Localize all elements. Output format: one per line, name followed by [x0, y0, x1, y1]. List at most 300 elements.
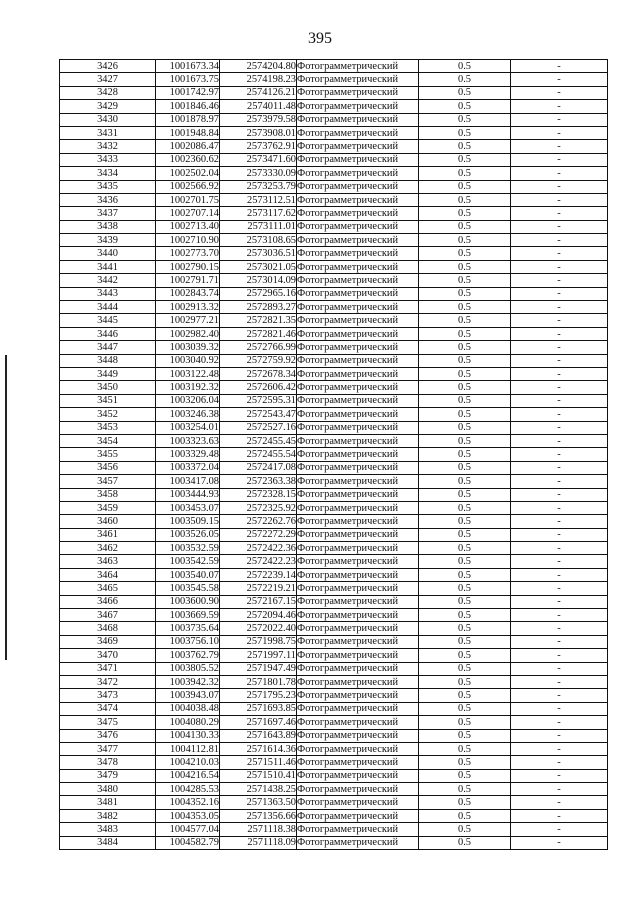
point-number-cell: 3467	[60, 609, 156, 622]
accuracy-cell: 0.5	[419, 180, 511, 193]
method-cell: Фотограмметрический	[297, 341, 419, 354]
method-cell: Фотограмметрический	[297, 716, 419, 729]
accuracy-cell: 0.5	[419, 314, 511, 327]
page-number: 395	[308, 30, 332, 47]
accuracy-cell: 0.5	[419, 461, 511, 474]
description-cell: -	[511, 595, 608, 608]
accuracy-cell: 0.5	[419, 662, 511, 675]
method-cell: Фотограмметрический	[297, 113, 419, 126]
method-cell: Фотограмметрический	[297, 153, 419, 166]
method-cell: Фотограмметрический	[297, 73, 419, 86]
description-cell: -	[511, 140, 608, 153]
y-coordinate-cell: 2573112.51	[220, 193, 297, 206]
x-coordinate-cell: 1003532.59	[156, 542, 220, 555]
method-cell: Фотограмметрический	[297, 381, 419, 394]
accuracy-cell: 0.5	[419, 649, 511, 662]
x-coordinate-cell: 1002713.40	[156, 220, 220, 233]
method-cell: Фотограмметрический	[297, 193, 419, 206]
point-number-cell: 3484	[60, 836, 156, 849]
method-cell: Фотограмметрический	[297, 140, 419, 153]
description-cell: -	[511, 434, 608, 447]
description-cell: -	[511, 528, 608, 541]
x-coordinate-cell: 1004112.81	[156, 742, 220, 755]
y-coordinate-cell: 2574204.80	[220, 60, 297, 73]
table-row	[60, 381, 608, 394]
method-cell: Фотограмметрический	[297, 501, 419, 514]
accuracy-cell: 0.5	[419, 247, 511, 260]
table-row	[60, 448, 608, 461]
table-row	[60, 167, 608, 180]
method-cell: Фотограмметрический	[297, 421, 419, 434]
description-cell: -	[511, 287, 608, 300]
description-cell: -	[511, 756, 608, 769]
x-coordinate-cell: 1001673.34	[156, 60, 220, 73]
y-coordinate-cell: 2573979.58	[220, 113, 297, 126]
accuracy-cell: 0.5	[419, 60, 511, 73]
y-coordinate-cell: 2572094.46	[220, 609, 297, 622]
x-coordinate-cell: 1002913.32	[156, 301, 220, 314]
table-row	[60, 515, 608, 528]
x-coordinate-cell: 1003545.58	[156, 582, 220, 595]
accuracy-cell: 0.5	[419, 207, 511, 220]
x-coordinate-cell: 1002086.47	[156, 140, 220, 153]
point-number-cell: 3434	[60, 167, 156, 180]
description-cell: -	[511, 153, 608, 166]
y-coordinate-cell: 2574011.48	[220, 100, 297, 113]
table-row	[60, 434, 608, 447]
description-cell: -	[511, 113, 608, 126]
accuracy-cell: 0.5	[419, 716, 511, 729]
x-coordinate-cell: 1003669.59	[156, 609, 220, 622]
table-row	[60, 408, 608, 421]
table-row	[60, 595, 608, 608]
table-row	[60, 501, 608, 514]
point-number-cell: 3469	[60, 635, 156, 648]
x-coordinate-cell: 1002791.71	[156, 274, 220, 287]
x-coordinate-cell: 1003192.32	[156, 381, 220, 394]
table-row	[60, 220, 608, 233]
y-coordinate-cell: 2571795.23	[220, 689, 297, 702]
point-number-cell: 3457	[60, 475, 156, 488]
method-cell: Фотограмметрический	[297, 260, 419, 273]
point-number-cell: 3475	[60, 716, 156, 729]
method-cell: Фотограмметрический	[297, 274, 419, 287]
y-coordinate-cell: 2571643.89	[220, 729, 297, 742]
coordinates-table	[59, 59, 608, 850]
method-cell: Фотограмметрический	[297, 314, 419, 327]
x-coordinate-cell: 1003805.52	[156, 662, 220, 675]
accuracy-cell: 0.5	[419, 836, 511, 849]
x-coordinate-cell: 1004080.29	[156, 716, 220, 729]
table-row	[60, 113, 608, 126]
point-number-cell: 3466	[60, 595, 156, 608]
method-cell: Фотограмметрический	[297, 796, 419, 809]
method-cell: Фотограмметрический	[297, 354, 419, 367]
accuracy-cell: 0.5	[419, 769, 511, 782]
method-cell: Фотограмметрический	[297, 582, 419, 595]
table-row	[60, 836, 608, 849]
method-cell: Фотограмметрический	[297, 689, 419, 702]
point-number-cell: 3439	[60, 234, 156, 247]
description-cell: -	[511, 408, 608, 421]
x-coordinate-cell: 1004352.16	[156, 796, 220, 809]
x-coordinate-cell: 1003509.15	[156, 515, 220, 528]
description-cell: -	[511, 86, 608, 99]
y-coordinate-cell: 2573908.01	[220, 126, 297, 139]
x-coordinate-cell: 1003943.07	[156, 689, 220, 702]
method-cell: Фотограмметрический	[297, 609, 419, 622]
description-cell: -	[511, 555, 608, 568]
x-coordinate-cell: 1003453.07	[156, 501, 220, 514]
accuracy-cell: 0.5	[419, 622, 511, 635]
y-coordinate-cell: 2572272.29	[220, 528, 297, 541]
point-number-cell: 3430	[60, 113, 156, 126]
y-coordinate-cell: 2572821.35	[220, 314, 297, 327]
table-row	[60, 609, 608, 622]
y-coordinate-cell: 2574126.21	[220, 86, 297, 99]
description-cell: -	[511, 394, 608, 407]
x-coordinate-cell: 1002360.62	[156, 153, 220, 166]
accuracy-cell: 0.5	[419, 354, 511, 367]
table-row	[60, 314, 608, 327]
table-row	[60, 153, 608, 166]
method-cell: Фотограмметрический	[297, 126, 419, 139]
point-number-cell: 3458	[60, 488, 156, 501]
method-cell: Фотограмметрический	[297, 622, 419, 635]
x-coordinate-cell: 1003206.04	[156, 394, 220, 407]
table-row	[60, 193, 608, 206]
accuracy-cell: 0.5	[419, 542, 511, 555]
description-cell: -	[511, 193, 608, 206]
table-row	[60, 542, 608, 555]
x-coordinate-cell: 1003122.48	[156, 367, 220, 380]
accuracy-cell: 0.5	[419, 809, 511, 822]
point-number-cell: 3435	[60, 180, 156, 193]
accuracy-cell: 0.5	[419, 488, 511, 501]
accuracy-cell: 0.5	[419, 434, 511, 447]
table-row	[60, 287, 608, 300]
table-row	[60, 341, 608, 354]
point-number-cell: 3463	[60, 555, 156, 568]
table-row	[60, 783, 608, 796]
accuracy-cell: 0.5	[419, 408, 511, 421]
accuracy-cell: 0.5	[419, 367, 511, 380]
accuracy-cell: 0.5	[419, 287, 511, 300]
method-cell: Фотограмметрический	[297, 301, 419, 314]
description-cell: -	[511, 649, 608, 662]
table-row	[60, 716, 608, 729]
y-coordinate-cell: 2572455.54	[220, 448, 297, 461]
x-coordinate-cell: 1001878.97	[156, 113, 220, 126]
x-coordinate-cell: 1002566.92	[156, 180, 220, 193]
point-number-cell: 3481	[60, 796, 156, 809]
accuracy-cell: 0.5	[419, 260, 511, 273]
accuracy-cell: 0.5	[419, 555, 511, 568]
point-number-cell: 3440	[60, 247, 156, 260]
method-cell: Фотограмметрический	[297, 220, 419, 233]
y-coordinate-cell: 2572417.08	[220, 461, 297, 474]
y-coordinate-cell: 2572759.92	[220, 354, 297, 367]
accuracy-cell: 0.5	[419, 126, 511, 139]
description-cell: -	[511, 836, 608, 849]
description-cell: -	[511, 662, 608, 675]
accuracy-cell: 0.5	[419, 689, 511, 702]
description-cell: -	[511, 609, 608, 622]
table-row	[60, 488, 608, 501]
y-coordinate-cell: 2573117.62	[220, 207, 297, 220]
y-coordinate-cell: 2571438.25	[220, 783, 297, 796]
y-coordinate-cell: 2573014.09	[220, 274, 297, 287]
method-cell: Фотограмметрический	[297, 568, 419, 581]
method-cell: Фотограмметрический	[297, 167, 419, 180]
x-coordinate-cell: 1004285.53	[156, 783, 220, 796]
point-number-cell: 3477	[60, 742, 156, 755]
x-coordinate-cell: 1003372.04	[156, 461, 220, 474]
accuracy-cell: 0.5	[419, 742, 511, 755]
point-number-cell: 3442	[60, 274, 156, 287]
table-row	[60, 394, 608, 407]
description-cell: -	[511, 167, 608, 180]
description-cell: -	[511, 823, 608, 836]
point-number-cell: 3464	[60, 568, 156, 581]
method-cell: Фотограмметрический	[297, 675, 419, 688]
description-cell: -	[511, 60, 608, 73]
accuracy-cell: 0.5	[419, 568, 511, 581]
description-cell: -	[511, 515, 608, 528]
y-coordinate-cell: 2573762.91	[220, 140, 297, 153]
x-coordinate-cell: 1003942.32	[156, 675, 220, 688]
x-coordinate-cell: 1004210.03	[156, 756, 220, 769]
accuracy-cell: 0.5	[419, 515, 511, 528]
table-row	[60, 809, 608, 822]
point-number-cell: 3432	[60, 140, 156, 153]
accuracy-cell: 0.5	[419, 783, 511, 796]
description-cell: -	[511, 367, 608, 380]
method-cell: Фотограмметрический	[297, 662, 419, 675]
description-cell: -	[511, 126, 608, 139]
point-number-cell: 3455	[60, 448, 156, 461]
method-cell: Фотограмметрический	[297, 649, 419, 662]
description-cell: -	[511, 234, 608, 247]
table-row	[60, 274, 608, 287]
y-coordinate-cell: 2573330.09	[220, 167, 297, 180]
y-coordinate-cell: 2572606.42	[220, 381, 297, 394]
accuracy-cell: 0.5	[419, 528, 511, 541]
method-cell: Фотограмметрический	[297, 60, 419, 73]
x-coordinate-cell: 1003756.10	[156, 635, 220, 648]
table-row	[60, 568, 608, 581]
x-coordinate-cell: 1002502.04	[156, 167, 220, 180]
method-cell: Фотограмметрический	[297, 247, 419, 260]
point-number-cell: 3428	[60, 86, 156, 99]
accuracy-cell: 0.5	[419, 301, 511, 314]
accuracy-cell: 0.5	[419, 274, 511, 287]
point-number-cell: 3468	[60, 622, 156, 635]
x-coordinate-cell: 1003600.90	[156, 595, 220, 608]
y-coordinate-cell: 2571693.85	[220, 702, 297, 715]
description-cell: -	[511, 702, 608, 715]
method-cell: Фотограмметрический	[297, 327, 419, 340]
y-coordinate-cell: 2572325.92	[220, 501, 297, 514]
x-coordinate-cell: 1002982.40	[156, 327, 220, 340]
point-number-cell: 3479	[60, 769, 156, 782]
table-row	[60, 140, 608, 153]
table-row	[60, 234, 608, 247]
method-cell: Фотограмметрический	[297, 448, 419, 461]
table-row	[60, 528, 608, 541]
table-row	[60, 260, 608, 273]
method-cell: Фотограмметрический	[297, 434, 419, 447]
y-coordinate-cell: 2571363.50	[220, 796, 297, 809]
point-number-cell: 3444	[60, 301, 156, 314]
accuracy-cell: 0.5	[419, 153, 511, 166]
point-number-cell: 3446	[60, 327, 156, 340]
point-number-cell: 3431	[60, 126, 156, 139]
x-coordinate-cell: 1003417.08	[156, 475, 220, 488]
x-coordinate-cell: 1001673.75	[156, 73, 220, 86]
point-number-cell: 3462	[60, 542, 156, 555]
accuracy-cell: 0.5	[419, 609, 511, 622]
accuracy-cell: 0.5	[419, 796, 511, 809]
description-cell: -	[511, 180, 608, 193]
table-row	[60, 675, 608, 688]
x-coordinate-cell: 1001742.97	[156, 86, 220, 99]
table-row	[60, 742, 608, 755]
accuracy-cell: 0.5	[419, 582, 511, 595]
method-cell: Фотограмметрический	[297, 756, 419, 769]
description-cell: -	[511, 314, 608, 327]
point-number-cell: 3437	[60, 207, 156, 220]
point-number-cell: 3448	[60, 354, 156, 367]
method-cell: Фотограмметрический	[297, 555, 419, 568]
method-cell: Фотограмметрический	[297, 809, 419, 822]
method-cell: Фотограмметрический	[297, 475, 419, 488]
x-coordinate-cell: 1002843.74	[156, 287, 220, 300]
table-row	[60, 796, 608, 809]
point-number-cell: 3453	[60, 421, 156, 434]
description-cell: -	[511, 327, 608, 340]
table-row	[60, 327, 608, 340]
table-row	[60, 555, 608, 568]
x-coordinate-cell: 1001948.84	[156, 126, 220, 139]
y-coordinate-cell: 2572219.21	[220, 582, 297, 595]
y-coordinate-cell: 2573111.01	[220, 220, 297, 233]
accuracy-cell: 0.5	[419, 140, 511, 153]
table-row	[60, 367, 608, 380]
point-number-cell: 3470	[60, 649, 156, 662]
x-coordinate-cell: 1002790.15	[156, 260, 220, 273]
method-cell: Фотограмметрический	[297, 769, 419, 782]
point-number-cell: 3483	[60, 823, 156, 836]
y-coordinate-cell: 2572527.16	[220, 421, 297, 434]
y-coordinate-cell: 2572422.36	[220, 542, 297, 555]
description-cell: -	[511, 729, 608, 742]
accuracy-cell: 0.5	[419, 394, 511, 407]
accuracy-cell: 0.5	[419, 113, 511, 126]
method-cell: Фотограмметрический	[297, 100, 419, 113]
accuracy-cell: 0.5	[419, 729, 511, 742]
y-coordinate-cell: 2572022.40	[220, 622, 297, 635]
description-cell: -	[511, 622, 608, 635]
x-coordinate-cell: 1003039.32	[156, 341, 220, 354]
point-number-cell: 3445	[60, 314, 156, 327]
method-cell: Фотограмметрический	[297, 836, 419, 849]
accuracy-cell: 0.5	[419, 100, 511, 113]
description-cell: -	[511, 783, 608, 796]
x-coordinate-cell: 1003542.59	[156, 555, 220, 568]
description-cell: -	[511, 809, 608, 822]
x-coordinate-cell: 1003323.63	[156, 434, 220, 447]
y-coordinate-cell: 2571118.09	[220, 836, 297, 849]
x-coordinate-cell: 1003254.01	[156, 421, 220, 434]
y-coordinate-cell: 2571947.49	[220, 662, 297, 675]
accuracy-cell: 0.5	[419, 73, 511, 86]
table-row	[60, 635, 608, 648]
description-cell: -	[511, 635, 608, 648]
point-number-cell: 3452	[60, 408, 156, 421]
accuracy-cell: 0.5	[419, 220, 511, 233]
point-number-cell: 3441	[60, 260, 156, 273]
y-coordinate-cell: 2571356.66	[220, 809, 297, 822]
description-cell: -	[511, 421, 608, 434]
accuracy-cell: 0.5	[419, 702, 511, 715]
description-cell: -	[511, 207, 608, 220]
x-coordinate-cell: 1001846.46	[156, 100, 220, 113]
y-coordinate-cell: 2571997.11	[220, 649, 297, 662]
table-row	[60, 207, 608, 220]
accuracy-cell: 0.5	[419, 341, 511, 354]
method-cell: Фотограмметрический	[297, 542, 419, 555]
point-number-cell: 3471	[60, 662, 156, 675]
point-number-cell: 3473	[60, 689, 156, 702]
y-coordinate-cell: 2572239.14	[220, 568, 297, 581]
table-row	[60, 582, 608, 595]
accuracy-cell: 0.5	[419, 675, 511, 688]
y-coordinate-cell: 2572821.46	[220, 327, 297, 340]
y-coordinate-cell: 2572965.16	[220, 287, 297, 300]
table-row	[60, 73, 608, 86]
y-coordinate-cell: 2571801.78	[220, 675, 297, 688]
table-row	[60, 622, 608, 635]
accuracy-cell: 0.5	[419, 475, 511, 488]
y-coordinate-cell: 2572595.31	[220, 394, 297, 407]
table-row	[60, 301, 608, 314]
y-coordinate-cell: 2572893.27	[220, 301, 297, 314]
description-cell: -	[511, 716, 608, 729]
description-cell: -	[511, 742, 608, 755]
y-coordinate-cell: 2571118.38	[220, 823, 297, 836]
y-coordinate-cell: 2574198.23	[220, 73, 297, 86]
point-number-cell: 3480	[60, 783, 156, 796]
method-cell: Фотограмметрический	[297, 287, 419, 300]
x-coordinate-cell: 1002701.75	[156, 193, 220, 206]
method-cell: Фотограмметрический	[297, 823, 419, 836]
description-cell: -	[511, 381, 608, 394]
x-coordinate-cell: 1003444.93	[156, 488, 220, 501]
description-cell: -	[511, 568, 608, 581]
description-cell: -	[511, 475, 608, 488]
y-coordinate-cell: 2571614.36	[220, 742, 297, 755]
description-cell: -	[511, 542, 608, 555]
y-coordinate-cell: 2572262.76	[220, 515, 297, 528]
table-row	[60, 126, 608, 139]
method-cell: Фотограмметрический	[297, 595, 419, 608]
accuracy-cell: 0.5	[419, 595, 511, 608]
description-cell: -	[511, 501, 608, 514]
description-cell: -	[511, 488, 608, 501]
y-coordinate-cell: 2571510.41	[220, 769, 297, 782]
method-cell: Фотограмметрический	[297, 367, 419, 380]
